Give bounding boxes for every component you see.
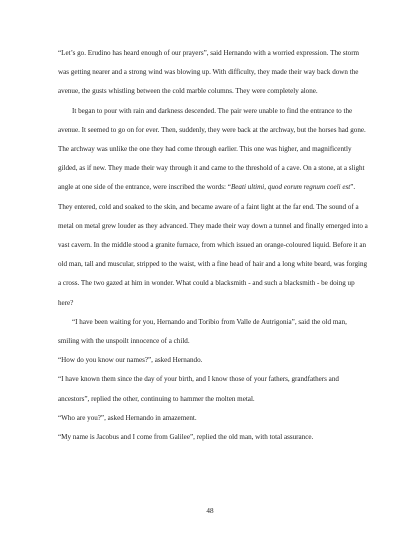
- paragraph: “Let’s go. Erudino has heard enough of our prayers”, said Hernando with a worried expression. The storm was getting nearer and a strong wind was blowing up. With difficulty, they made their way back down the avenue, the gusts whistling between the cold marble columns. They were completely alone.: [58, 49, 360, 96]
- paragraph: “Who are you?”, asked Hernando in amazement.: [58, 413, 197, 422]
- page-number: 48: [206, 507, 214, 515]
- body-text: [58, 44, 368, 447]
- latin-inscription: Beati ultimi, quod eorum regnum coeli est: [230, 183, 351, 192]
- paragraph: “My name is Jacobus and I come from Galilee”, replied the old man, with total assurance.: [58, 433, 314, 442]
- paragraph: “I have known them since the day of your birth, and I know those of your fathers, grandfathers and ancestors”, replied the other, continuing to hammer the molten metal.: [58, 375, 339, 403]
- paragraph: [58, 102, 368, 313]
- paragraph: “How do you know our names?”, asked Hernando.: [58, 356, 203, 365]
- paragraph-text: It began to pour with rain and darkness descended. The pair were unable to find the entrance to the avenue. It seemed to go on for ever. Then, suddenly, they were back at the archway, but the horses had gone. The archway was unlike the one they had come through earlier. This one was higher, and magnificently gilded, as if new. They made their way through it and came to the threshold of a cave. On a stone, at a slight angle at one side of the entrance, were inscribed the words: “: [58, 106, 366, 192]
- paragraph: “I have been waiting for you, Hernando and Toribio from Valle de Autrigonia”, said the old man, smiling with the unspoilt innocence of a child.: [58, 317, 347, 346]
- paragraph-text: ”. They entered, cold and soaked to the skin, and became aware of a faint light at the far end. The sound of a metal on metal grew louder as they advanced. They made their way down a tunnel and finally emerged into a vast cavern. In the middle stood a granite furnace, from which issued an orange-coloured liquid. Before it an old man, tall and muscular, stripped to the waist, with a fine head of hair and a long white beard, was forging a cross. The two gazed at him in wonder. What could a blacksmith - and such a blacksmith - be doing up here?: [58, 183, 368, 307]
